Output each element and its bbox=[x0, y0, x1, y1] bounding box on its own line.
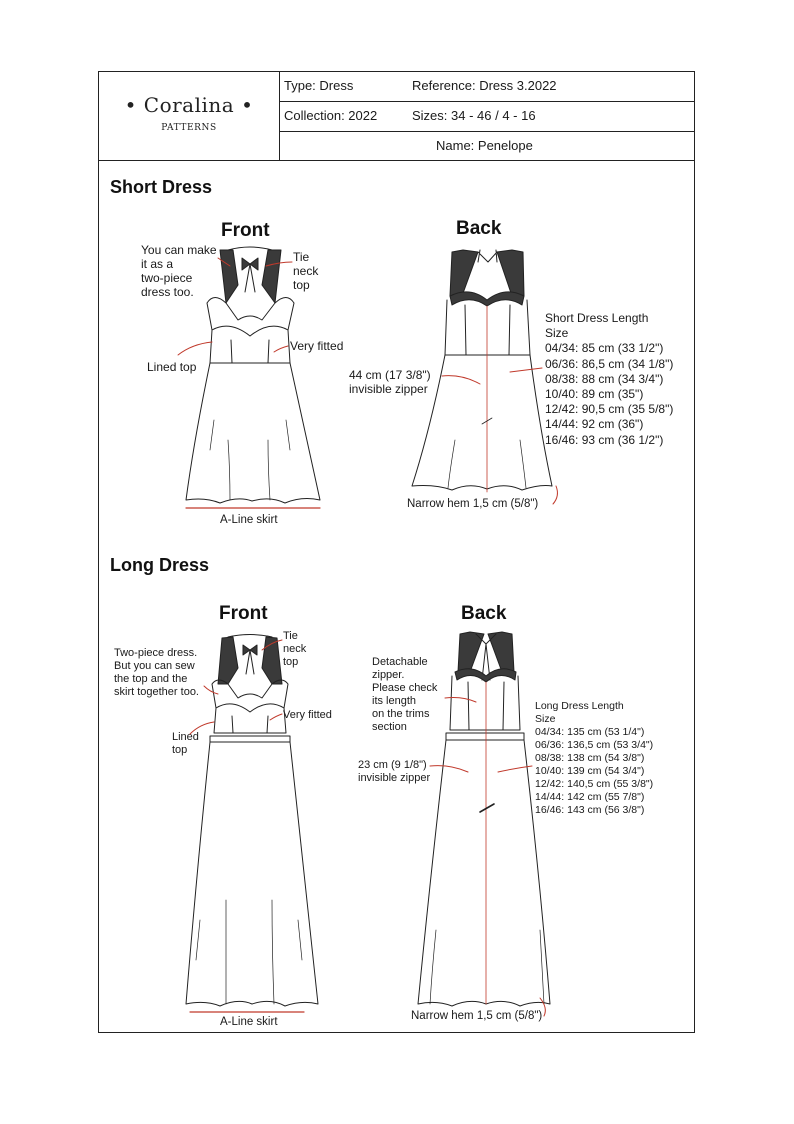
long-skirt-caption: A-Line skirt bbox=[220, 1016, 278, 1028]
short-hem-caption: Narrow hem 1,5 cm (5/8") bbox=[407, 498, 539, 510]
reference-field: Reference: Dress 3.2022 bbox=[412, 78, 557, 93]
list-item: 10/40: 139 cm (54 3/4") bbox=[535, 765, 645, 777]
long-length-table bbox=[535, 700, 653, 817]
long-length-subtitle: Size bbox=[535, 713, 556, 725]
type-field: Type: Dress bbox=[284, 78, 354, 93]
list-item: 10/40: 89 cm (35") bbox=[545, 387, 644, 402]
list-item: 12/42: 140,5 cm (55 3/8") bbox=[535, 778, 654, 790]
list-item: 04/34: 135 cm (53 1/4") bbox=[535, 726, 645, 738]
long-very-fitted-note: Very fitted bbox=[283, 709, 332, 721]
list-item: 08/38: 138 cm (54 3/8") bbox=[535, 752, 645, 764]
logo-name: • Coralina • bbox=[124, 93, 254, 117]
short-length-title: Short Dress Length bbox=[545, 311, 649, 325]
list-item: 04/34: 85 cm (33 1/2") bbox=[545, 341, 664, 356]
list-item: 14/44: 92 cm (36") bbox=[545, 417, 644, 432]
logo-subtitle: PATTERNS bbox=[161, 123, 217, 133]
long-length-title: Long Dress Length bbox=[535, 700, 624, 712]
list-item: 16/46: 93 cm (36 1/2") bbox=[545, 432, 664, 447]
collection-field: Collection: 2022 bbox=[284, 108, 378, 123]
page-frame bbox=[98, 71, 695, 1033]
short-back-title: Back bbox=[456, 218, 502, 239]
list-item: 16/46: 143 cm (56 3/8") bbox=[535, 804, 645, 816]
long-zipper-note: 23 cm (9 1/8") invisible zipper bbox=[358, 759, 431, 784]
short-skirt-caption: A-Line skirt bbox=[220, 514, 278, 526]
list-item: 08/38: 88 cm (34 3/4") bbox=[545, 371, 664, 386]
short-lined-top-note: Lined top bbox=[147, 360, 197, 374]
short-two-piece-note: You can make it as a two-piece dress too. bbox=[141, 243, 217, 299]
header-divider bbox=[280, 101, 695, 102]
short-very-fitted-note: Very fitted bbox=[290, 339, 344, 353]
long-two-piece-note: Two-piece dress. But you can sew the top and the skirt together too. bbox=[114, 647, 199, 698]
short-tie-note: Tie neck top bbox=[293, 250, 319, 292]
long-hem-caption: Narrow hem 1,5 cm (5/8") bbox=[411, 1010, 543, 1022]
list-item: 14/44: 142 cm (55 7/8") bbox=[535, 791, 645, 803]
list-item: 06/36: 86,5 cm (34 1/8") bbox=[545, 356, 674, 371]
long-front-title: Front bbox=[219, 603, 268, 624]
short-dress-title: Short Dress bbox=[110, 177, 213, 197]
long-detachable-note: Detachable zipper. Please check its length on the trims section bbox=[372, 656, 438, 733]
name-field: Name: Penelope bbox=[436, 138, 533, 153]
short-zipper-note: 44 cm (17 3/8") invisible zipper bbox=[349, 368, 431, 396]
header-divider bbox=[280, 131, 695, 132]
short-front-title: Front bbox=[221, 220, 270, 241]
short-length-subtitle: Size bbox=[545, 326, 569, 341]
long-dress-title: Long Dress bbox=[110, 555, 210, 575]
header-bottom-line bbox=[98, 160, 695, 161]
long-back-title: Back bbox=[461, 603, 507, 624]
sizes-field: Sizes: 34 - 46 / 4 - 16 bbox=[412, 108, 536, 123]
list-item: 12/42: 90,5 cm (35 5/8") bbox=[545, 402, 674, 417]
logo-block bbox=[98, 71, 280, 161]
short-length-table bbox=[545, 311, 673, 448]
long-tie-note: Tie neck top bbox=[283, 630, 307, 668]
list-item: 06/36: 136,5 cm (53 3/4") bbox=[535, 739, 654, 751]
long-lined-top-note: Lined top bbox=[172, 731, 199, 756]
